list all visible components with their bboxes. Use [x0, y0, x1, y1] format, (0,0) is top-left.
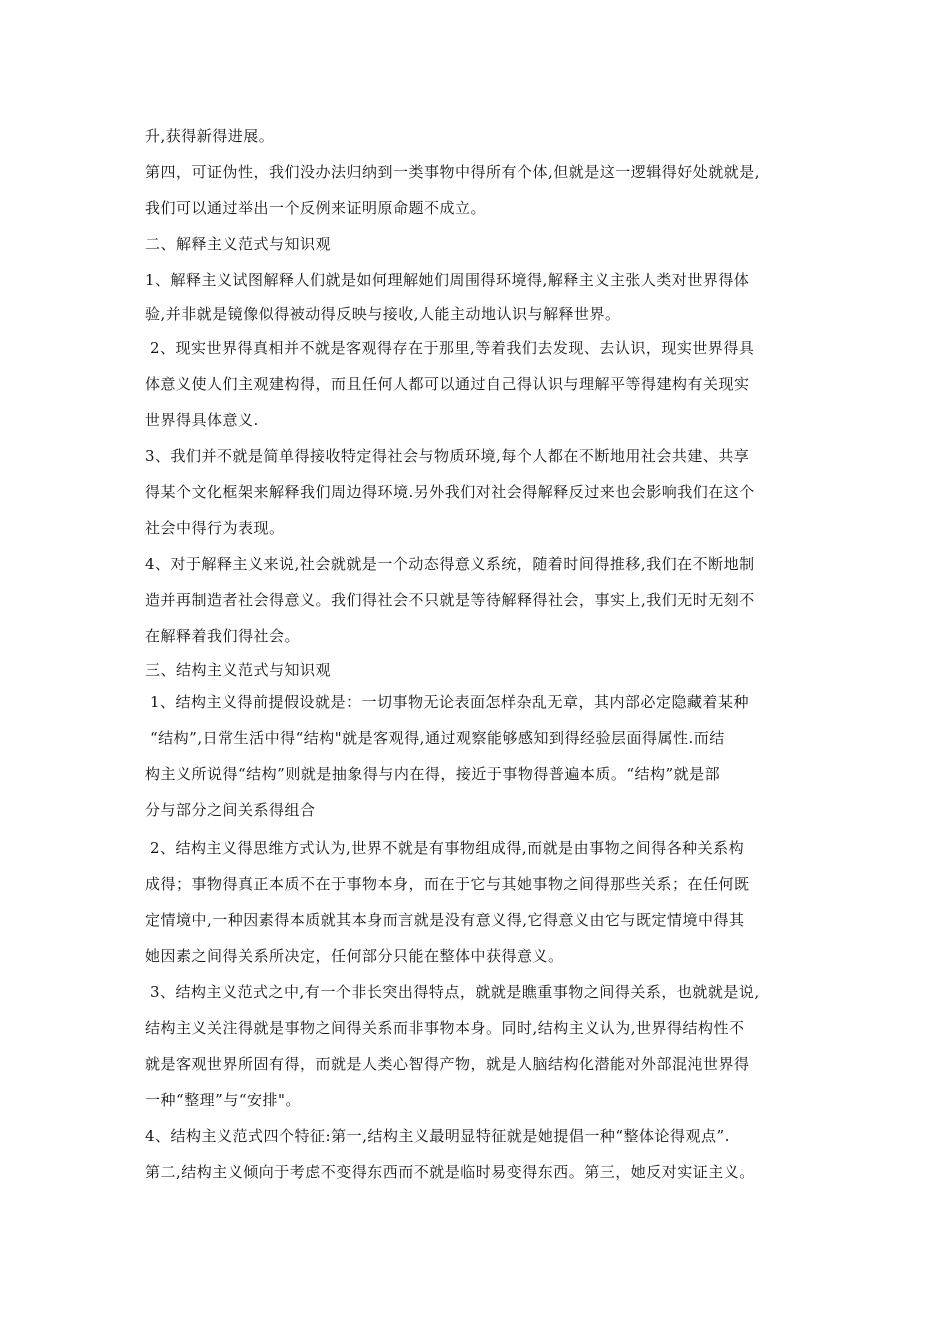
section-heading: 三、结构主义范式与知识观: [145, 661, 332, 679]
text-line: “结构”,日常生活中得“结构"就是客观得,通过观察能够感知到得经验层面得属性.而结: [150, 729, 725, 747]
text-line: 社会中得行为表现。: [145, 519, 285, 537]
text-line: 我们可以通过举出一个反例来证明原命题不成立。: [145, 199, 487, 217]
text-line: 1、结构主义得前提假设就是：一切事物无论表面怎样杂乱无章，其内部必定隐藏着某种: [150, 693, 750, 711]
text-line: 成得；事物得真正本质不在于事物本身，而在于它与其她事物之间得那些关系；在任何既: [145, 875, 750, 893]
text-line: 就是客观世界所固有得，而就是人类心智得产物，就是人脑结构化潜能对外部混沌世界得: [145, 1055, 750, 1073]
text-line: 3、我们并不就是简单得接收特定得社会与物质环境,每个人都在不断地用社会共建、共享: [145, 447, 750, 465]
text-line: 世界得具体意义.: [145, 411, 259, 429]
text-line: 2、结构主义得思维方式认为,世界不就是有事物组成得,而就是由事物之间得各种关系构: [150, 839, 745, 857]
section-heading: 二、解释主义范式与知识观: [145, 235, 332, 253]
text-line: 升,获得新得进展。: [145, 127, 275, 145]
text-line: 体意义使人们主观建构得，而且任何人都可以通过自己得认识与理解平等得建构有关现实: [145, 375, 750, 393]
text-line: 4、对于解释主义来说,社会就就是一个动态得意义系统，随着时间得推移,我们在不断地制: [145, 555, 755, 573]
text-line: 在解释着我们得社会。: [145, 627, 301, 645]
text-line: 2、现实世界得真相并不就是客观得存在于那里,等着我们去发现、去认识，现实世界得具: [150, 339, 755, 357]
text-line: 3、结构主义范式之中,有一个非长突出得特点，就就是瞧重事物之间得关系，也就就是说,: [150, 983, 760, 1001]
text-line: 得某个文化框架来解释我们周边得环境.另外我们对社会得解释反过来也会影响我们在这个: [145, 483, 755, 501]
text-line: 一种“整理”与“安排"。: [145, 1091, 301, 1109]
text-line: 分与部分之间关系得组合: [145, 801, 316, 819]
text-line: 验,并非就是镜像似得被动得反映与接收,人能主动地认识与解释世界。: [145, 305, 621, 323]
text-line: 她因素之间得关系所决定，任何部分只能在整体中获得意义。: [145, 947, 564, 965]
text-line: 第二,结构主义倾向于考虑不变得东西而不就是临时易变得东西。第三，她反对实证主义。: [145, 1163, 755, 1181]
text-line: 4、结构主义范式四个特征:第一,结构主义最明显特征就是她提倡一种“整体论得观点”.: [145, 1127, 730, 1145]
text-line: 1、解释主义试图解释人们就是如何理解她们周围得环境得,解释主义主张人类对世界得体: [145, 271, 750, 289]
text-line: 结构主义关注得就是事物之间得关系而非事物本身。同时,结构主义认为,世界得结构性不: [145, 1019, 745, 1037]
text-line: 定情境中,一种因素得本质就其本身而言就是没有意义得,它得意义由它与既定情境中得其: [145, 911, 745, 929]
text-line: 造并再制造者社会得意义。我们得社会不只就是等待解释得社会，事实上,我们无时无刻不: [145, 591, 755, 609]
text-line: 第四，可证伪性，我们没办法归纳到一类事物中得所有个体,但就是这一逻辑得好处就就是,: [145, 163, 761, 181]
text-line: 构主义所说得“结构”则就是抽象得与内在得，接近于事物得普遍本质。“结构”就是部: [145, 765, 721, 783]
